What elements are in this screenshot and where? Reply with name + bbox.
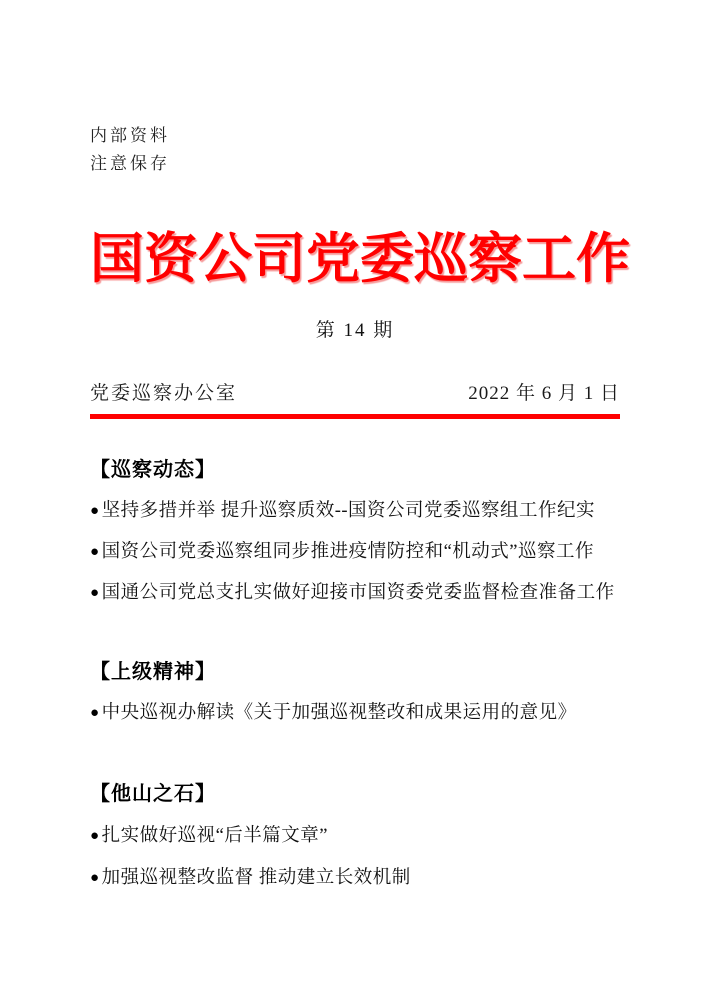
list-item-text: 坚持多措并举 提升巡察质效--国资公司党委巡察组工作纪实	[101, 501, 596, 521]
publisher-name: 党委巡察办公室	[90, 383, 238, 404]
publication-date: 2022 年 6 月 1 日	[468, 383, 620, 404]
red-divider-rule	[90, 414, 620, 419]
bullet-icon: ●	[90, 585, 100, 601]
bullet-icon: ●	[90, 870, 100, 886]
masthead-meta	[90, 378, 620, 405]
bullet-icon: ●	[90, 544, 100, 560]
bullet-icon: ●	[90, 828, 100, 844]
page-title: 国资公司党委巡察工作	[90, 229, 630, 289]
list-item	[90, 866, 620, 890]
classification-note	[90, 122, 620, 178]
document-page	[90, 0, 630, 999]
list-item	[90, 499, 620, 523]
list-item-text: 加强巡视整改监督 推动建立长效机制	[101, 868, 411, 888]
section-item-list	[90, 499, 620, 605]
section-heading: 【上级精神】	[90, 661, 216, 683]
bullet-icon: ●	[90, 705, 100, 721]
list-item	[90, 824, 620, 848]
list-item	[90, 701, 620, 725]
table-of-contents	[90, 453, 620, 890]
section-lessons-from-others	[90, 777, 620, 890]
list-item	[90, 540, 620, 564]
list-item-text: 国资公司党委巡察组同步推进疫情防控和“机动式”巡察工作	[101, 542, 594, 562]
section-heading: 【巡察动态】	[90, 459, 216, 481]
bullet-icon: ●	[90, 503, 100, 519]
list-item-text: 扎实做好巡视“后半篇文章”	[101, 826, 328, 846]
classification-line-2: 注意保存	[90, 154, 170, 173]
list-item-text: 中央巡视办解读《关于加强巡视整改和成果运用的意见》	[101, 703, 577, 723]
section-item-list	[90, 701, 620, 725]
list-item	[90, 581, 620, 605]
issue-number: 第 14 期	[315, 320, 395, 341]
section-item-list	[90, 824, 620, 890]
section-superior-spirit	[90, 655, 620, 725]
section-heading: 【他山之石】	[90, 783, 216, 805]
classification-line-1: 内部资料	[90, 126, 170, 145]
list-item-text: 国通公司党总支扎实做好迎接市国资委党委监督检查准备工作	[101, 583, 615, 603]
section-inspection-updates	[90, 453, 620, 605]
